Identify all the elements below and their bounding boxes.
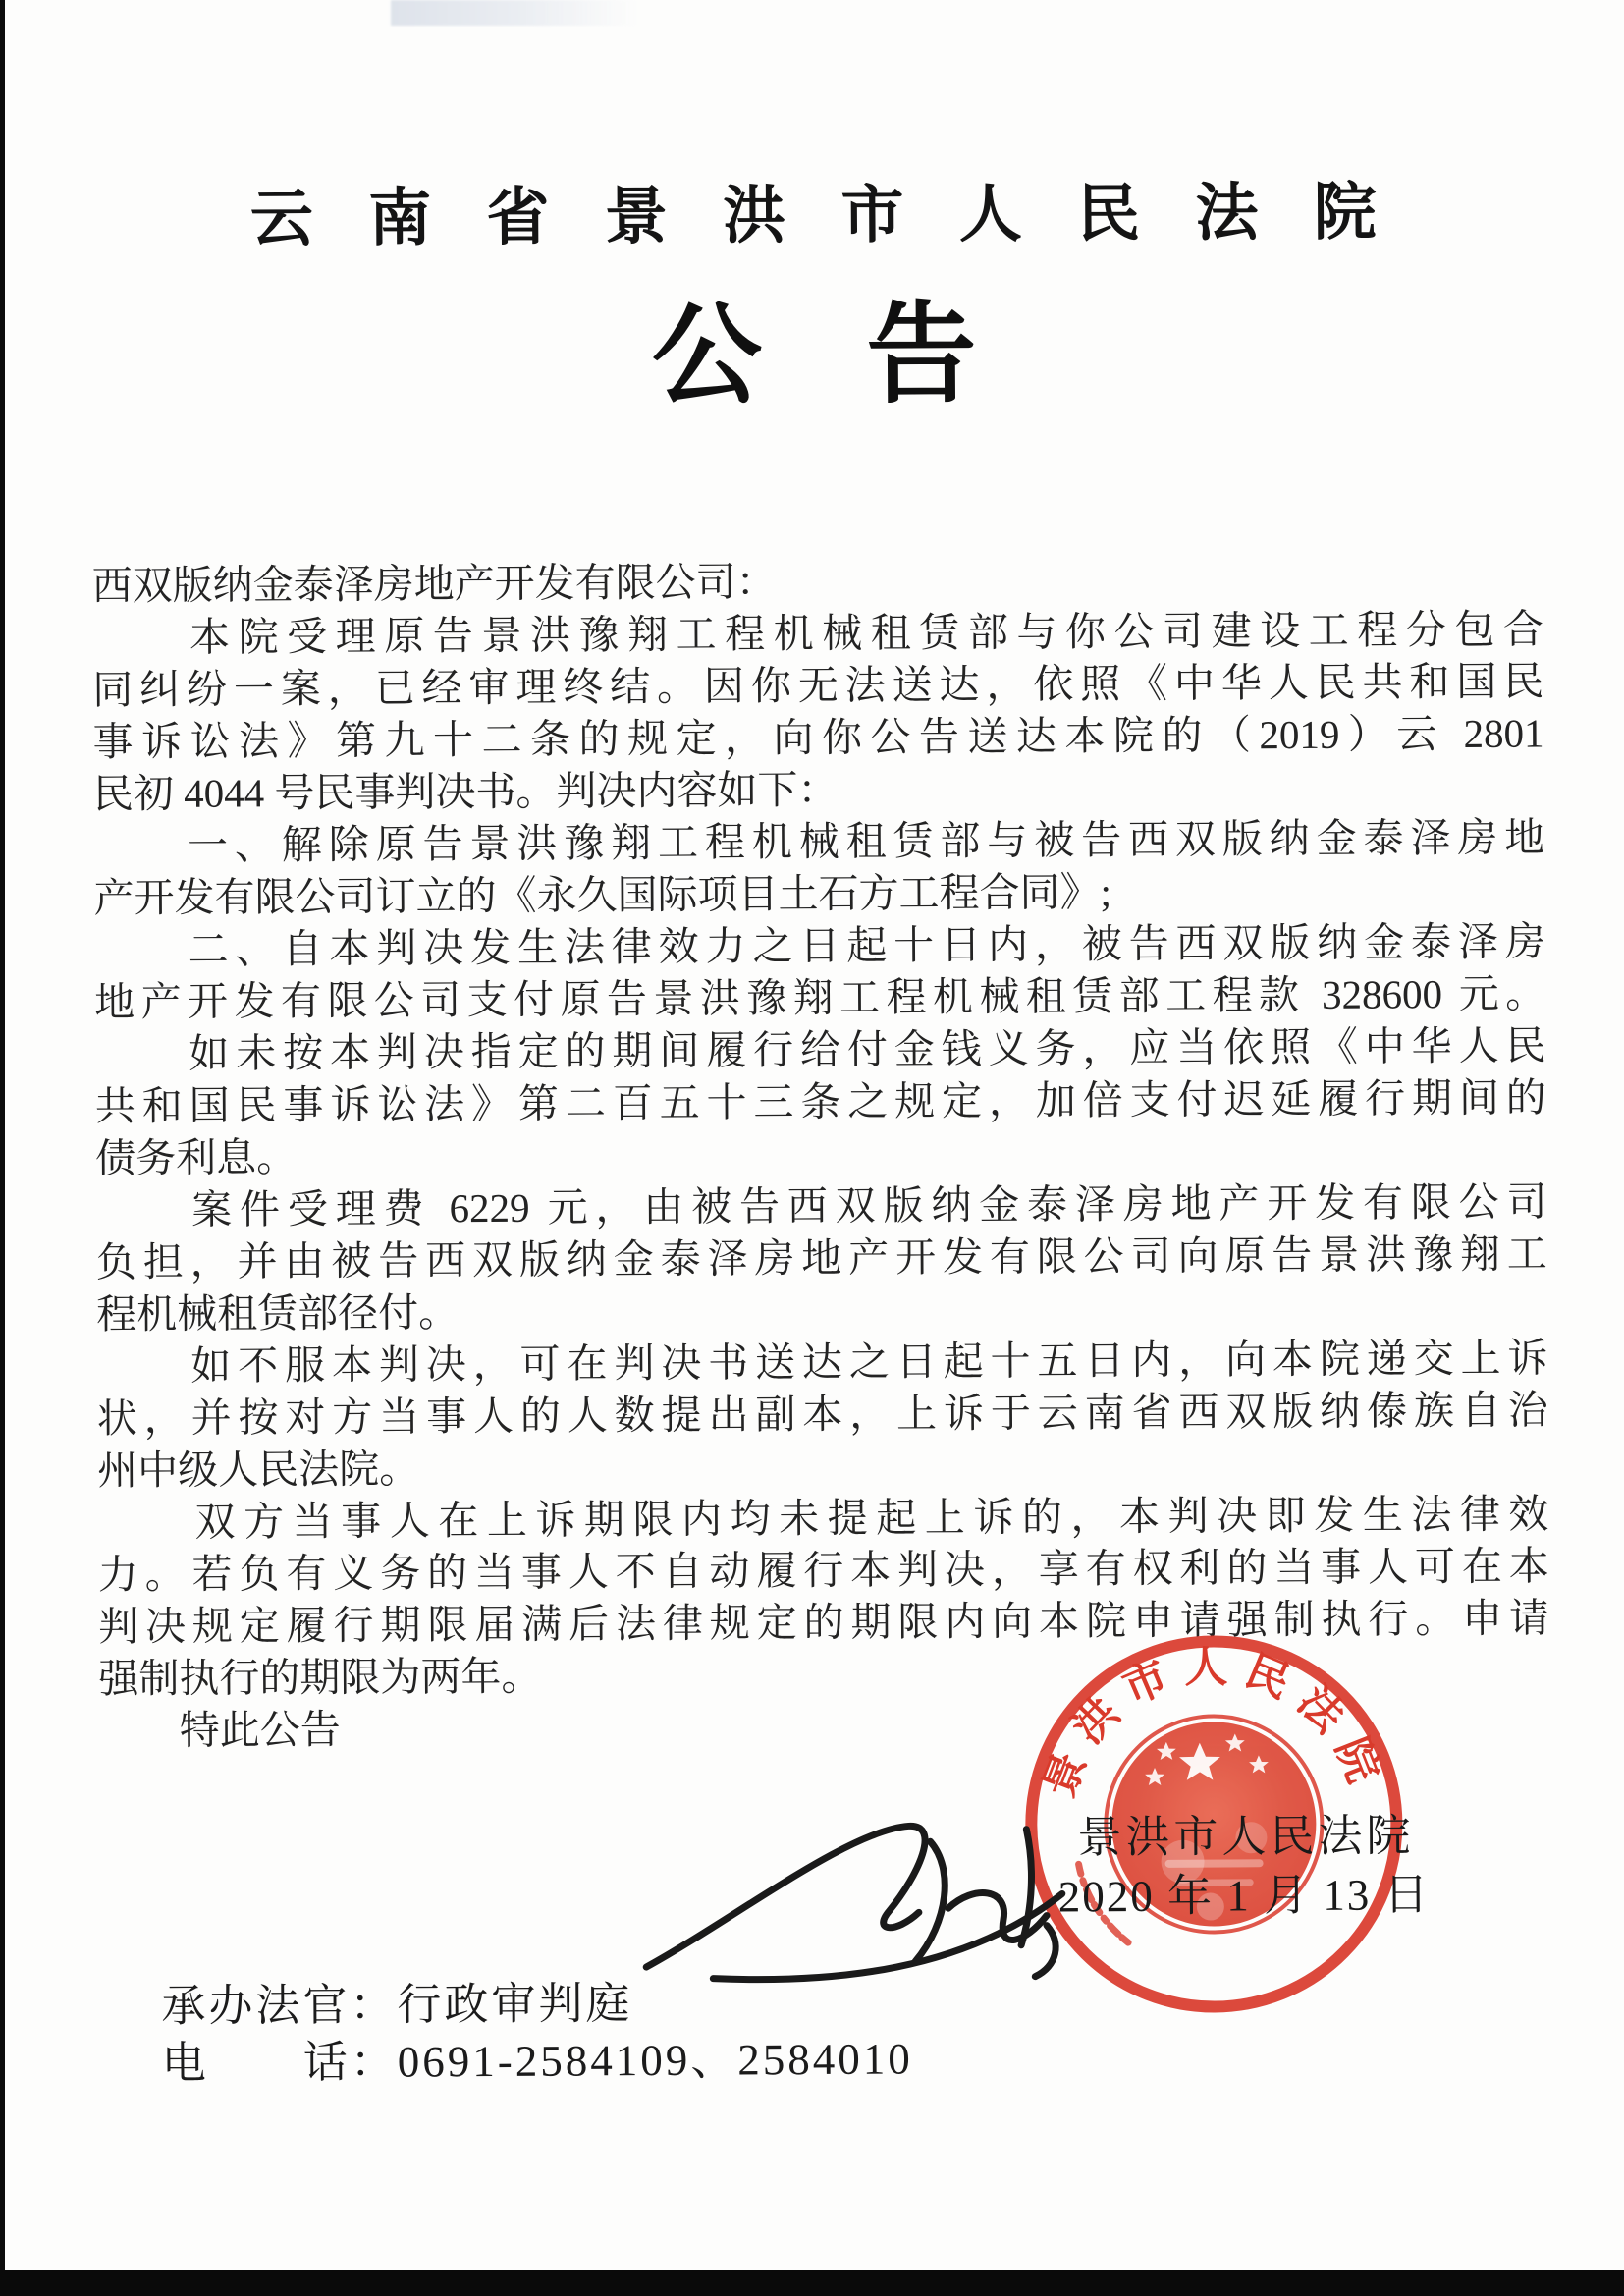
stamp-court-name: 景洪市人民法院 <box>1077 1811 1415 1863</box>
scan-border-left <box>0 0 5 2296</box>
court-name-heading <box>1 160 1624 260</box>
body-line: 民初 4044 号民事判决书。判决内容如下： <box>92 766 839 817</box>
body-line: 如未按本判决指定的期间履行给付金钱义务，应当依照《中华人民 <box>94 1022 1546 1077</box>
body-line: 西双版纳金泰泽房地产开发有限公司： <box>91 559 777 609</box>
phone-line: 电 话：0691-2584109、2584010 <box>161 2034 913 2089</box>
body-line: 力。若负有义务的当事人不自动履行本判决，享有权利的当事人可在本 <box>97 1543 1549 1598</box>
seal-ring-text: 景洪市人民法院 <box>1035 1643 1393 1804</box>
body-line: 程机械租赁部径付。 <box>96 1289 460 1338</box>
body-line: 一、解除原告景洪豫翔工程机械租赁部与被告西双版纳金泰泽房地 <box>93 814 1545 869</box>
notice-title-text: 公告 <box>651 294 1082 419</box>
body-line: 州中级人民法院。 <box>96 1446 420 1494</box>
body-line: 如不服本判决，可在判决书送达之日起十五日内，向本院递交上诉 <box>96 1335 1548 1390</box>
body-line: 负担，并由被告西双版纳金泰泽房地产开发有限公司向原告景洪豫翔工 <box>95 1230 1547 1285</box>
body-line: 二、自本判决发生法律效力之日起十日内，被告西双版纳金泰泽房 <box>93 918 1546 973</box>
scan-border-bottom <box>0 2270 1624 2296</box>
court-name-text: 云南省景洪市人民法院 <box>249 177 1433 254</box>
judge-signature <box>618 1777 1080 2006</box>
body-line: 状，并按对方当事人的人数提出副本，上诉于云南省西双版纳傣族自治 <box>96 1387 1548 1442</box>
body-line: 事诉讼法》第九十二条的规定，向你公告送达本院的（2019）云 2801 <box>92 710 1544 765</box>
body-line: 债务利息。 <box>95 1134 298 1181</box>
body-line: 同纠纷一案，已经审理终结。因你无法送达，依照《中华人民共和国民 <box>92 658 1544 713</box>
body-line: 案件受理费 6229 元，由被告西双版纳金泰泽房地产开发有限公司 <box>95 1178 1547 1233</box>
handling-judge-line: 承办法官：行政审判庭 <box>161 1979 633 2032</box>
scan-smudge-top <box>391 0 638 26</box>
body-line: 强制执行的期限为两年。 <box>98 1653 542 1702</box>
stamp-date: 2020 年 1 月 13 日 <box>1057 1870 1431 1922</box>
notice-title-heading <box>2 262 1624 430</box>
body-line: 判决规定履行期限届满后法律规定的期限内向本院申请强制执行。申请 <box>97 1595 1550 1650</box>
body-line: 双方当事人在上诉期限内均未提起上诉的，本判决即发生法律效 <box>97 1491 1549 1546</box>
body-line: 特此公告 <box>98 1706 341 1754</box>
body-line: 地产开发有限公司支付原告景洪豫翔工程机械租赁部工程款 328600 元。 <box>94 970 1546 1025</box>
body-line: 本院受理原告景洪豫翔工程机械租赁部与你公司建设工程分包合 <box>91 606 1544 661</box>
notice-body <box>91 551 1549 1757</box>
body-line: 产开发有限公司订立的《永久国际项目土石方工程合同》; <box>93 869 1112 921</box>
body-line: 共和国民事诉讼法》第二百五十三条之规定，加倍支付迟延履行期间的 <box>94 1074 1546 1129</box>
